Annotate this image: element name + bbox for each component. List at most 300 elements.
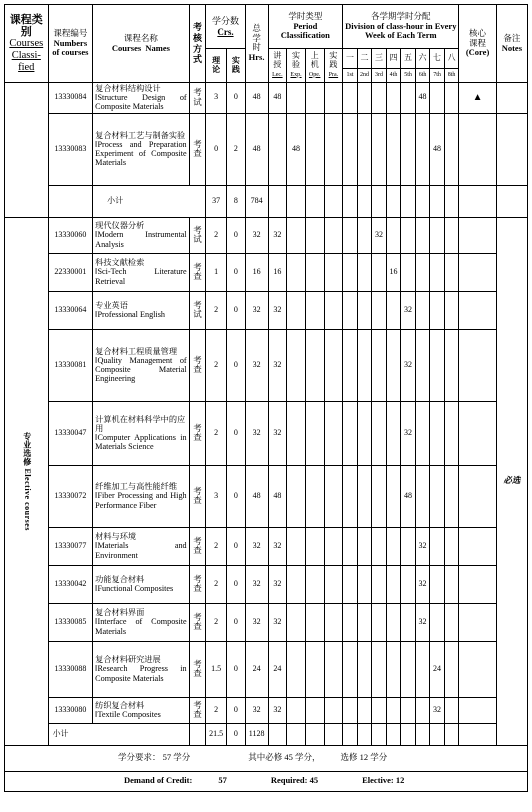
term-hours	[401, 697, 416, 723]
header-lec-cn: 讲授	[273, 51, 282, 70]
course-assess	[189, 697, 206, 723]
course-name-cn: 复合材料研究进展	[95, 655, 161, 665]
empty-cell	[401, 185, 416, 217]
term-hours	[444, 697, 459, 723]
lec-value: 24	[273, 663, 282, 673]
subtotal-theory-value: 37	[212, 195, 221, 205]
practice-value: 0	[233, 490, 238, 500]
term-hours	[401, 83, 416, 114]
term-hours	[357, 253, 372, 291]
course-hours	[245, 401, 268, 465]
header-type-cn: 课程类别	[9, 13, 43, 38]
empty-cell	[305, 185, 324, 217]
course-assess	[189, 113, 206, 185]
course-lec	[268, 253, 287, 291]
course-exp	[287, 527, 306, 565]
practice-value: 2	[233, 143, 238, 153]
course-code	[48, 217, 93, 253]
lec-value: 48	[273, 490, 282, 500]
course-practice	[227, 253, 246, 291]
hours-value: 16	[252, 266, 261, 276]
course-exp	[287, 253, 306, 291]
header-core	[459, 5, 496, 83]
demand-elective: Elective: 12	[362, 775, 405, 786]
exp-value: 48	[292, 143, 300, 153]
term-hours	[415, 113, 430, 185]
term-hours	[386, 217, 401, 253]
empty-cell	[357, 723, 372, 745]
theory-value: 0	[214, 143, 219, 153]
term-hours	[372, 641, 387, 697]
header-pra	[324, 49, 343, 83]
practice-value: 0	[233, 578, 238, 588]
course-name-en: ‖Textile Composites	[95, 710, 161, 720]
subtotal-practice-value: 8	[233, 195, 238, 205]
term-hours	[386, 329, 401, 401]
course-code	[48, 565, 93, 603]
term-hours	[343, 565, 358, 603]
term-hours	[401, 527, 416, 565]
empty-cell	[287, 723, 306, 745]
term-hours	[415, 465, 430, 527]
subtotal-label-text: 小计	[107, 195, 124, 205]
course-name-en: ‖Professional English	[95, 310, 166, 320]
credit-req-total: 学分要求： 57 学分	[118, 752, 191, 763]
term-hours	[343, 329, 358, 401]
term-label-en: 5th	[404, 72, 412, 79]
subtotal-row	[5, 185, 528, 217]
term-hours-value: 32	[404, 304, 413, 314]
header-hours	[245, 5, 268, 83]
header-type	[5, 5, 49, 83]
course-practice	[227, 465, 246, 527]
course-theory	[206, 253, 227, 291]
course-ope	[305, 253, 324, 291]
header-theory-text: 理论	[212, 55, 221, 74]
term-hours	[372, 113, 387, 185]
course-ope	[305, 291, 324, 329]
table-row	[5, 83, 528, 114]
demand-label: Demand of Credit:	[124, 775, 193, 786]
course-name-cn: 专业英语	[95, 300, 128, 310]
term-hours	[430, 465, 445, 527]
term-hours	[415, 253, 430, 291]
term-hours	[415, 401, 430, 465]
assess-text: 考试	[193, 224, 202, 245]
header-notes-en: Notes	[501, 42, 523, 53]
header-row	[5, 5, 528, 49]
term-hours	[386, 401, 401, 465]
course-practice	[227, 291, 246, 329]
course-code	[48, 603, 93, 641]
course-theory	[206, 527, 227, 565]
course-code-text: 13330085	[54, 616, 87, 626]
header-code-en: Numbers of courses	[52, 37, 89, 58]
term-hours-value: 32	[404, 427, 413, 437]
core-cell	[459, 641, 496, 697]
header-term-en	[372, 69, 387, 83]
course-exp	[287, 291, 306, 329]
course-ope	[305, 217, 324, 253]
course-hours	[245, 253, 268, 291]
header-period	[268, 5, 343, 49]
course-name	[93, 329, 189, 401]
course-practice	[227, 113, 246, 185]
term-hours	[444, 401, 459, 465]
header-term-cn	[415, 49, 430, 69]
course-name-cn: 复合材料工程质量管理	[95, 346, 178, 356]
course-exp	[287, 217, 306, 253]
course-exp	[287, 465, 306, 527]
course-assess	[189, 401, 206, 465]
course-name-en: ‖Sci-Tech Literature Retrieval	[95, 267, 187, 286]
course-name-cn: 纺织复合材料	[95, 700, 145, 710]
course-ope	[305, 401, 324, 465]
course-name-en: ‖Modern Instrumental Analysis	[95, 230, 187, 249]
course-lec	[268, 83, 287, 114]
hours-value: 32	[252, 578, 261, 588]
theory-value: 2	[214, 540, 219, 550]
subtotal-hours	[245, 185, 268, 217]
table-row	[5, 465, 528, 527]
term-hours	[343, 465, 358, 527]
course-lec	[268, 697, 287, 723]
term-hours	[386, 527, 401, 565]
course-assess	[189, 291, 206, 329]
course-ope	[305, 697, 324, 723]
subtotal-theory	[206, 185, 227, 217]
term-hours	[415, 329, 430, 401]
course-assess	[189, 603, 206, 641]
subtotal-practice	[227, 723, 246, 745]
elective-type-label	[22, 432, 31, 531]
header-term-en	[415, 69, 430, 83]
theory-value: 1.5	[211, 663, 222, 673]
term-hours	[372, 697, 387, 723]
term-hours	[372, 603, 387, 641]
term-label-cn: 一	[345, 53, 354, 63]
empty-cell	[459, 185, 496, 217]
term-hours	[357, 83, 372, 114]
term-hours	[386, 697, 401, 723]
course-exp	[287, 401, 306, 465]
course-name	[93, 113, 189, 185]
table-row	[5, 291, 528, 329]
header-term-en	[386, 69, 401, 83]
hours-value: 48	[252, 490, 261, 500]
course-theory	[206, 329, 227, 401]
theory-value: 3	[214, 92, 219, 102]
term-hours-value: 32	[404, 359, 413, 369]
course-name	[93, 603, 189, 641]
course-name-cn: 计算机在材料科学中的应用	[95, 414, 186, 433]
header-name	[93, 5, 189, 83]
term-hours	[401, 217, 416, 253]
practice-value: 0	[233, 304, 238, 314]
term-hours	[415, 565, 430, 603]
practice-value: 0	[233, 616, 238, 626]
header-term-cn	[401, 49, 416, 69]
header-term-cn	[343, 49, 358, 69]
header-theory	[206, 49, 227, 83]
credit-req-required: 其中必修 45 学分，	[248, 752, 321, 763]
course-practice	[227, 83, 246, 114]
term-hours	[430, 217, 445, 253]
header-exp	[287, 49, 306, 83]
assess-text: 考查	[193, 485, 202, 506]
core-marker: ▲	[472, 92, 483, 104]
course-assess	[189, 83, 206, 114]
theory-value: 2	[214, 578, 219, 588]
course-lec	[268, 527, 287, 565]
core-cell	[459, 527, 496, 565]
term-hours	[343, 253, 358, 291]
header-credits-en: Crs.	[217, 26, 234, 37]
header-ope	[305, 49, 324, 83]
subtotal-practice-value: 0	[233, 728, 238, 738]
hours-value: 48	[252, 92, 261, 102]
term-hours	[343, 697, 358, 723]
course-assess	[189, 527, 206, 565]
course-exp	[287, 83, 306, 114]
term-hours	[372, 329, 387, 401]
theory-value: 2	[214, 304, 219, 314]
term-hours	[357, 527, 372, 565]
empty-cell	[357, 185, 372, 217]
course-theory	[206, 83, 227, 114]
course-theory	[206, 641, 227, 697]
table-row	[5, 565, 528, 603]
credit-demand-row	[5, 771, 528, 791]
term-hours	[343, 83, 358, 114]
term-hours	[430, 113, 445, 185]
term-hours	[444, 641, 459, 697]
course-name-en: ‖Computer Applications in Materials Science	[95, 433, 187, 452]
lec-value: 32	[273, 427, 282, 437]
term-hours	[386, 291, 401, 329]
table-row	[5, 641, 528, 697]
empty-cell	[343, 723, 358, 745]
empty-cell	[305, 723, 324, 745]
header-core-cn: 核心课程	[469, 28, 487, 48]
subtotal-hours	[245, 723, 268, 745]
term-hours-value: 32	[374, 229, 383, 239]
term-hours-value: 32	[418, 540, 427, 550]
empty-cell	[444, 185, 459, 217]
term-hours	[401, 641, 416, 697]
subtotal-label	[93, 185, 206, 217]
term-hours	[444, 603, 459, 641]
course-pra	[324, 113, 343, 185]
term-hours-value: 48	[433, 143, 442, 153]
subtotal-theory-value: 21.5	[209, 728, 224, 738]
course-code-text: 13330080	[54, 704, 87, 714]
header-term-en	[343, 69, 358, 83]
curriculum-table	[4, 4, 528, 792]
lec-value: 32	[273, 304, 282, 314]
header-term-en	[401, 69, 416, 83]
hours-value: 32	[252, 304, 261, 314]
term-hours	[444, 291, 459, 329]
term-label-en: 6th	[418, 72, 427, 79]
course-hours	[245, 291, 268, 329]
term-hours	[444, 329, 459, 401]
header-name-cn: 课程名称	[123, 32, 158, 43]
term-hours-value: 32	[433, 704, 442, 714]
empty-cell	[324, 723, 343, 745]
term-hours	[401, 291, 416, 329]
term-hours	[444, 253, 459, 291]
course-name-en: ‖Fiber Processing and High Performance Fiber	[95, 491, 187, 510]
term-hours	[415, 83, 430, 114]
table-row	[5, 253, 528, 291]
term-hours	[430, 527, 445, 565]
credit-demand-en	[5, 771, 528, 791]
term-hours	[357, 603, 372, 641]
header-lec	[268, 49, 287, 83]
course-hours	[245, 113, 268, 185]
lec-value: 32	[273, 540, 282, 550]
term-hours	[357, 401, 372, 465]
credit-requirement-row	[5, 745, 528, 771]
course-code-text: 13330088	[54, 663, 87, 673]
term-hours	[386, 113, 401, 185]
term-label-cn: 八	[447, 53, 456, 63]
elective-type-en: Elective courses	[22, 468, 32, 531]
course-code-text: 13330084	[54, 92, 87, 102]
subtotal-hours-value: 784	[250, 195, 263, 205]
header-period-cn: 学时类型	[288, 10, 323, 21]
course-code-text: 13330072	[54, 490, 87, 500]
course-hours	[245, 527, 268, 565]
term-label-en: 2nd	[359, 72, 369, 79]
term-hours-value: 24	[433, 663, 442, 673]
course-hours	[245, 217, 268, 253]
course-lec	[268, 291, 287, 329]
header-term-en	[357, 69, 372, 83]
empty-cell	[343, 185, 358, 217]
course-code-text: 13330064	[54, 304, 87, 314]
course-name-cn: 科技文献检索	[95, 258, 145, 268]
empty-cell	[268, 185, 287, 217]
course-exp	[287, 697, 306, 723]
course-lec	[268, 329, 287, 401]
header-period-en: Period Classification	[280, 20, 330, 41]
header-assess	[189, 5, 206, 83]
empty-cell	[287, 185, 306, 217]
empty-cell	[324, 185, 343, 217]
term-label-en: 7th	[433, 72, 441, 79]
demand-value: 57	[218, 775, 227, 786]
subtotal-label-text: 小计	[52, 728, 69, 738]
lec-value: 16	[273, 266, 282, 276]
course-name-en: ‖Materials and Environment	[95, 541, 187, 560]
course-practice	[227, 329, 246, 401]
core-cell	[459, 465, 496, 527]
core-cell	[459, 291, 496, 329]
course-pra	[324, 697, 343, 723]
practice-value: 0	[233, 427, 238, 437]
empty-cell	[415, 185, 430, 217]
term-hours	[357, 641, 372, 697]
course-name-cn: 现代仪器分析	[95, 221, 145, 231]
term-hours	[401, 401, 416, 465]
term-hours	[430, 83, 445, 114]
term-hours	[372, 565, 387, 603]
empty-cell	[372, 185, 387, 217]
table-row	[5, 113, 528, 185]
term-hours	[444, 83, 459, 114]
practice-value: 0	[233, 359, 238, 369]
course-pra	[324, 641, 343, 697]
course-name-en: ‖Functional Composites	[95, 584, 174, 594]
term-label-cn: 二	[360, 53, 369, 63]
course-name-cn: 材料与环境	[95, 532, 137, 542]
course-code	[48, 291, 93, 329]
header-assess-cn: 考核方式	[192, 21, 202, 65]
header-term-cn	[372, 49, 387, 69]
course-name	[93, 465, 189, 527]
term-hours	[386, 465, 401, 527]
course-code	[48, 401, 93, 465]
course-name	[93, 697, 189, 723]
course-practice	[227, 217, 246, 253]
core-cell	[459, 565, 496, 603]
header-practice	[227, 49, 246, 83]
lec-value: 48	[273, 92, 282, 102]
term-hours	[401, 113, 416, 185]
header-exp-en: Exp.	[290, 71, 302, 78]
course-pra	[324, 565, 343, 603]
course-hours	[245, 603, 268, 641]
theory-value: 2	[214, 704, 219, 714]
term-label-en: 8th	[447, 72, 456, 79]
term-hours	[343, 291, 358, 329]
term-hours	[415, 641, 430, 697]
assess-text: 考查	[193, 573, 202, 594]
course-theory	[206, 217, 227, 253]
header-hours-cn: 总学时	[252, 23, 261, 53]
header-term-cn	[357, 49, 372, 69]
term-hours	[357, 291, 372, 329]
course-code	[48, 697, 93, 723]
term-hours	[372, 465, 387, 527]
term-hours	[386, 641, 401, 697]
header-term-cn	[386, 49, 401, 69]
course-exp	[287, 565, 306, 603]
header-credits-cn: 学分数	[211, 15, 239, 26]
course-name	[93, 83, 189, 114]
course-exp	[287, 641, 306, 697]
term-hours	[430, 253, 445, 291]
header-distribution	[343, 5, 459, 49]
course-lec	[268, 465, 287, 527]
term-hours-value: 48	[418, 92, 427, 102]
term-hours	[415, 217, 430, 253]
course-code-text: 13330047	[54, 427, 87, 437]
course-name-cn: 纤维加工与高性能纤维	[95, 482, 178, 492]
assess-text: 考试	[193, 87, 202, 107]
core-cell	[459, 401, 496, 465]
course-lec	[268, 401, 287, 465]
term-hours	[430, 697, 445, 723]
lec-value: 32	[273, 616, 282, 626]
course-lec	[268, 217, 287, 253]
header-dist-en: Division of class-hour in Every Week of Each Term	[345, 20, 457, 41]
course-pra	[324, 217, 343, 253]
term-hours	[372, 217, 387, 253]
assess-text: 考查	[193, 422, 202, 443]
